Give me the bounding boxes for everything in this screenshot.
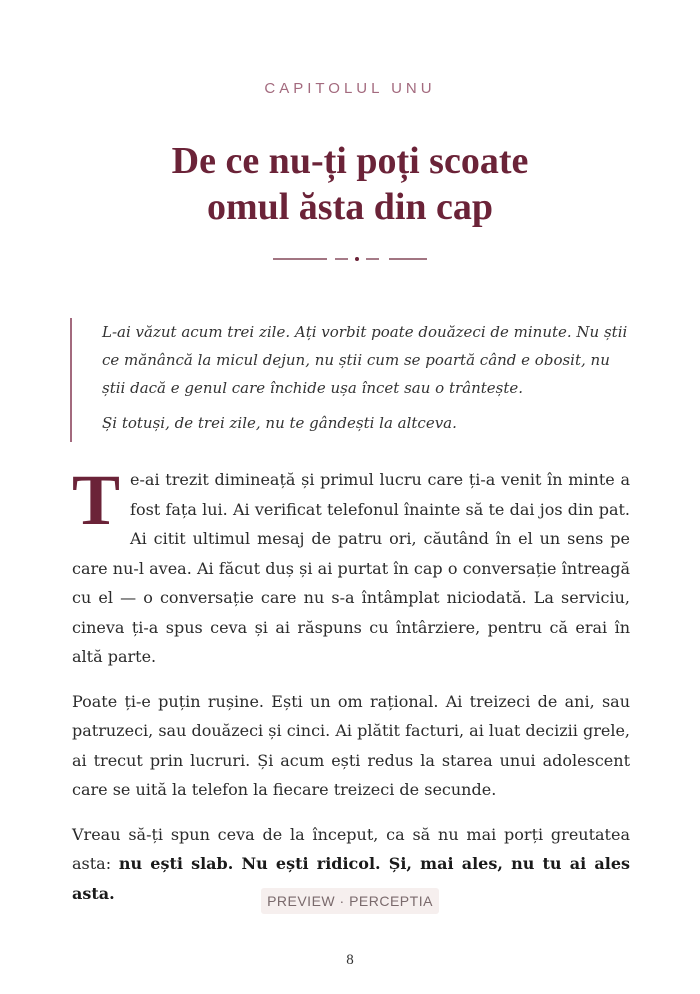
chapter-title-line-2: omul ăsta din cap xyxy=(206,186,494,228)
chapter-label: CAPITOLUL UNU xyxy=(264,80,436,97)
chapter-title xyxy=(0,138,700,230)
body-paragraph-3-emphasis: nu ești slab. Nu ești ridicol. Și, mai ales, nu tu ai ales asta. xyxy=(72,854,630,903)
body-paragraph-2: Poate ți-e puțin rușine. Ești un om rațional. Ai treizeci de ani, sau patruzeci, sau douăzeci și cinci. Ai plătit facturi, ai luat decizii grele, ai trecut prin lucruri. Și acum ești redus la starea unui adolescent care se uită la telefon la fiecare treizeci de secunde. xyxy=(72,691,630,799)
body-paragraph-1 xyxy=(72,460,630,672)
quote-paragraph-1: L-ai văzut acum trei zile. Ați vorbit poate douăzeci de minute. Nu știi ce mănâncă la micul dejun, nu știi cum se poartă când e obosit, nu știi dacă e genul care închide ușa încet sau o trântește. xyxy=(102,323,628,397)
body-paragraph-3-text: Vreau să-ți spun ceva de la început, ca să nu mai porți greutatea asta: xyxy=(72,824,630,873)
preview-tag: PREVIEW · PERCEPTIA xyxy=(261,888,439,914)
drop-cap: T xyxy=(72,460,121,540)
ornament-divider xyxy=(271,250,429,264)
body-text xyxy=(72,460,630,908)
epigraph-quote xyxy=(70,318,630,442)
quote-paragraph-2: Și totuși, de trei zile, nu te gândești la altceva. xyxy=(102,414,457,432)
chapter-title-line-1: De ce nu-ți poți scoate xyxy=(171,140,529,182)
page-number: 8 xyxy=(346,952,354,968)
body-paragraph-1-text: e-ai trezit dimineață și primul lucru care ți-a venit în minte a fost fața lui. Ai verificat telefonul înainte să te dai jos din pat. Ai citit ultimul mesaj de patru ori, căutând în el un sens pe care nu-l avea. Ai făcut duș și ai purtat în cap o conversație întreagă cu el — o conversație care nu s-a întâmplat niciodată. La serviciu, cineva ți-a spus ceva și ai răspuns cu întârziere, pentru că erai în altă parte. xyxy=(72,470,630,666)
